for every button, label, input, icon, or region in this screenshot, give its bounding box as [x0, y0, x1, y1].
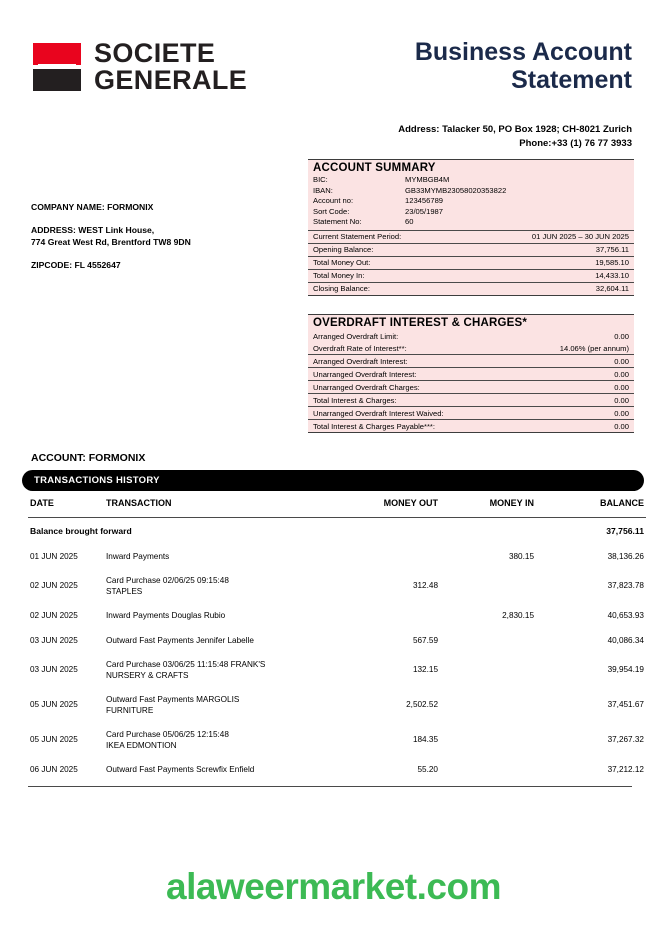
column-header-transaction: TRANSACTION — [104, 498, 338, 518]
account-identity-row — [308, 186, 634, 197]
transaction-money-in — [442, 758, 538, 783]
customer-address-line1: ADDRESS: WEST Link House, — [31, 225, 155, 235]
transaction-money-out: 2,502.52 — [406, 700, 438, 710]
customer-address-block — [31, 224, 291, 248]
account-identity-label: Account no: — [313, 196, 354, 205]
transaction-description: Inward Payments Douglas Rubio — [106, 611, 226, 620]
account-identity-row — [308, 217, 634, 228]
transaction-description: Card Purchase 05/06/25 12:15:48 IKEA EDMONTION — [106, 730, 229, 750]
transactions-closing-rule — [28, 786, 632, 787]
customer-company-block — [31, 201, 291, 213]
account-identity-value: 123456789 — [405, 196, 444, 205]
transaction-money-in: 380.15 — [508, 551, 534, 561]
transaction-money-out: 567.59 — [412, 635, 438, 645]
account-balance-row — [308, 282, 634, 295]
overdraft-row — [308, 406, 634, 419]
brought-forward-money-in — [442, 518, 538, 545]
overdraft-value: 0.00 — [614, 369, 629, 379]
transaction-money-in — [442, 688, 538, 723]
column-header-balance: BALANCE — [538, 498, 646, 518]
document-header — [0, 0, 667, 150]
account-balance-value: 14,433.10 — [595, 271, 629, 280]
table-row — [28, 723, 646, 758]
bank-name-line2: GENERALE — [94, 65, 248, 95]
column-header-date: DATE — [28, 498, 104, 518]
overdraft-rows-list — [308, 354, 634, 432]
account-identity-label: Statement No: — [313, 217, 362, 226]
transaction-description: Outward Fast Payments Screwfix Enfield — [106, 765, 255, 774]
transaction-money-out: 55.20 — [417, 765, 438, 774]
transaction-balance: 37,212.12 — [607, 765, 644, 774]
transactions-history-label: TRANSACTIONS HISTORY — [34, 475, 160, 486]
table-row — [28, 604, 646, 629]
account-summary-panel — [308, 159, 634, 296]
account-balance-row — [308, 269, 634, 282]
overdraft-value: 0.00 — [614, 421, 629, 431]
account-identity-label: IBAN: — [313, 185, 333, 195]
page-title-line1: Business Account — [414, 38, 632, 66]
account-balance-row — [308, 230, 634, 243]
overdraft-label: Unarranged Overdraft Charges: — [313, 382, 420, 392]
bank-contact-block — [212, 123, 632, 151]
overdraft-label: Unarranged Overdraft Interest: — [313, 369, 417, 379]
overdraft-label: Unarranged Overdraft Interest Waived: — [313, 408, 444, 418]
table-row — [28, 629, 646, 654]
account-identity-row — [308, 207, 634, 218]
table-row — [28, 545, 646, 570]
transaction-description: Card Purchase 03/06/25 11:15:48 FRANK'S NURSERY & CRAFTS — [106, 660, 266, 680]
transaction-date: 02 JUN 2025 — [30, 611, 78, 620]
table-header-row — [28, 498, 646, 518]
bank-name-line1: SOCIETE — [94, 38, 216, 68]
overdraft-value: 0.00 — [614, 356, 629, 366]
overdraft-label: Total Interest & Charges Payable***: — [313, 421, 435, 431]
bank-logo — [33, 40, 247, 94]
overdraft-row — [308, 330, 634, 342]
transaction-balance: 39,954.19 — [607, 665, 644, 675]
transaction-money-in — [442, 569, 538, 604]
transaction-description: Card Purchase 02/06/25 09:15:48 STAPLES — [106, 576, 229, 596]
transaction-money-out: 312.48 — [412, 581, 438, 591]
account-holder-line: ACCOUNT: FORMONIX — [31, 452, 146, 464]
transaction-balance: 40,086.34 — [607, 635, 644, 645]
overdraft-value: 0.00 — [614, 395, 629, 405]
account-balance-row — [308, 256, 634, 269]
brought-forward-money-out — [338, 518, 442, 545]
transaction-description: Inward Payments — [106, 551, 170, 561]
overdraft-value: 14.06% (per annum) — [559, 343, 629, 353]
overdraft-label: Total Interest & Charges: — [313, 395, 397, 405]
transaction-money-out: 132.15 — [412, 665, 438, 675]
balance-brought-forward-row — [28, 518, 646, 545]
overdraft-row — [308, 419, 634, 432]
societe-generale-logo-icon — [33, 43, 81, 91]
account-identity-value: 23/05/1987 — [405, 206, 444, 216]
overdraft-row — [308, 342, 634, 354]
account-identity-list — [308, 175, 634, 228]
page-title — [252, 38, 632, 94]
transaction-date: 05 JUN 2025 — [30, 735, 78, 745]
transaction-money-out — [338, 604, 442, 629]
transaction-date: 06 JUN 2025 — [30, 765, 78, 774]
customer-zipcode: ZIPCODE: FL 4552647 — [31, 260, 121, 270]
account-balance-label: Opening Balance: — [313, 245, 374, 254]
customer-address-line2: 774 Great West Rd, Brentford TW8 9DN — [31, 237, 191, 247]
customer-details — [31, 201, 291, 271]
account-balance-label: Total Money In: — [313, 271, 365, 280]
overdraft-row — [308, 393, 634, 406]
transaction-balance: 37,451.67 — [607, 700, 644, 710]
overdraft-row — [308, 354, 634, 367]
account-identity-row — [308, 196, 634, 207]
transaction-money-out: 184.35 — [412, 735, 438, 745]
column-header-money-out: MONEY OUT — [338, 498, 442, 518]
account-identity-value: MYMBGB4M — [405, 175, 450, 184]
transactions-table — [28, 498, 646, 783]
logo-black-block — [33, 69, 81, 91]
account-identity-row — [308, 175, 634, 186]
bank-name — [94, 40, 247, 94]
transaction-balance: 38,136.26 — [607, 551, 644, 561]
account-identity-value: GB33MYMB23058020353822 — [405, 185, 507, 195]
overdraft-value: 0.00 — [614, 382, 629, 392]
overdraft-row — [308, 367, 634, 380]
transaction-money-out — [338, 545, 442, 570]
transaction-money-in — [442, 653, 538, 688]
overdraft-row — [308, 380, 634, 393]
overdraft-label: Arranged Overdraft Interest: — [313, 356, 408, 366]
overdraft-label: Arranged Overdraft Limit: — [313, 331, 399, 341]
transaction-date: 05 JUN 2025 — [30, 700, 78, 710]
transaction-balance: 37,267.32 — [607, 735, 644, 745]
transaction-description: Outward Fast Payments MARGOLIS FURNITURE — [106, 695, 240, 715]
overdraft-label: Overdraft Rate of Interest**: — [313, 343, 407, 353]
overdraft-value: 0.00 — [614, 331, 629, 341]
table-row — [28, 569, 646, 604]
table-row — [28, 758, 646, 783]
bank-phone-text: Phone:+33 (1) 76 77 3933 — [519, 138, 632, 149]
overdraft-top-list — [308, 330, 634, 354]
column-header-money-in: MONEY IN — [442, 498, 538, 518]
transaction-money-in — [442, 723, 538, 758]
brought-forward-balance: 37,756.11 — [606, 526, 644, 536]
account-balance-label: Closing Balance: — [313, 284, 370, 293]
overdraft-value: 0.00 — [614, 408, 629, 418]
customer-company-name: COMPANY NAME: FORMONIX — [31, 202, 154, 212]
transaction-date: 03 JUN 2025 — [30, 665, 78, 675]
account-balance-value: 32,604.11 — [595, 284, 629, 293]
account-identity-label: BIC: — [313, 175, 328, 184]
transaction-money-in: 2,830.15 — [502, 611, 534, 620]
account-balance-row — [308, 243, 634, 256]
account-balance-value: 37,756.11 — [595, 245, 629, 254]
transaction-balance: 40,653.93 — [607, 611, 644, 620]
transactions-table-body — [28, 518, 646, 783]
transaction-date: 02 JUN 2025 — [30, 581, 78, 591]
account-identity-label: Sort Code: — [313, 206, 350, 216]
customer-zipcode-block — [31, 259, 291, 271]
account-balance-value: 19,585.10 — [595, 258, 629, 267]
transactions-history-banner — [22, 470, 644, 491]
account-balance-value: 01 JUN 2025 – 30 JUN 2025 — [531, 232, 629, 241]
transaction-money-in — [442, 629, 538, 654]
watermark-text: alaweermarket.com — [166, 866, 501, 907]
account-identity-value: 60 — [405, 217, 414, 226]
transaction-date: 03 JUN 2025 — [30, 635, 78, 645]
account-summary-title: ACCOUNT SUMMARY — [313, 162, 436, 174]
brought-forward-label: Balance brought forward — [30, 526, 132, 536]
table-row — [28, 653, 646, 688]
overdraft-title: OVERDRAFT INTEREST & CHARGES* — [313, 317, 528, 329]
table-row — [28, 688, 646, 723]
transaction-description: Outward Fast Payments Jennifer Labelle — [106, 635, 254, 645]
bank-address-text: Address: Talacker 50, PO Box 1928; CH-8021 Zurich — [398, 124, 632, 135]
logo-red-block — [33, 43, 81, 65]
account-balance-label: Total Money Out: — [313, 258, 371, 267]
page-title-line2: Statement — [511, 66, 632, 94]
transaction-balance: 37,823.78 — [607, 581, 644, 591]
account-balance-label: Current Statement Period: — [313, 232, 402, 241]
transaction-date: 01 JUN 2025 — [30, 551, 78, 561]
account-balances-list — [308, 230, 634, 295]
overdraft-panel — [308, 314, 634, 433]
